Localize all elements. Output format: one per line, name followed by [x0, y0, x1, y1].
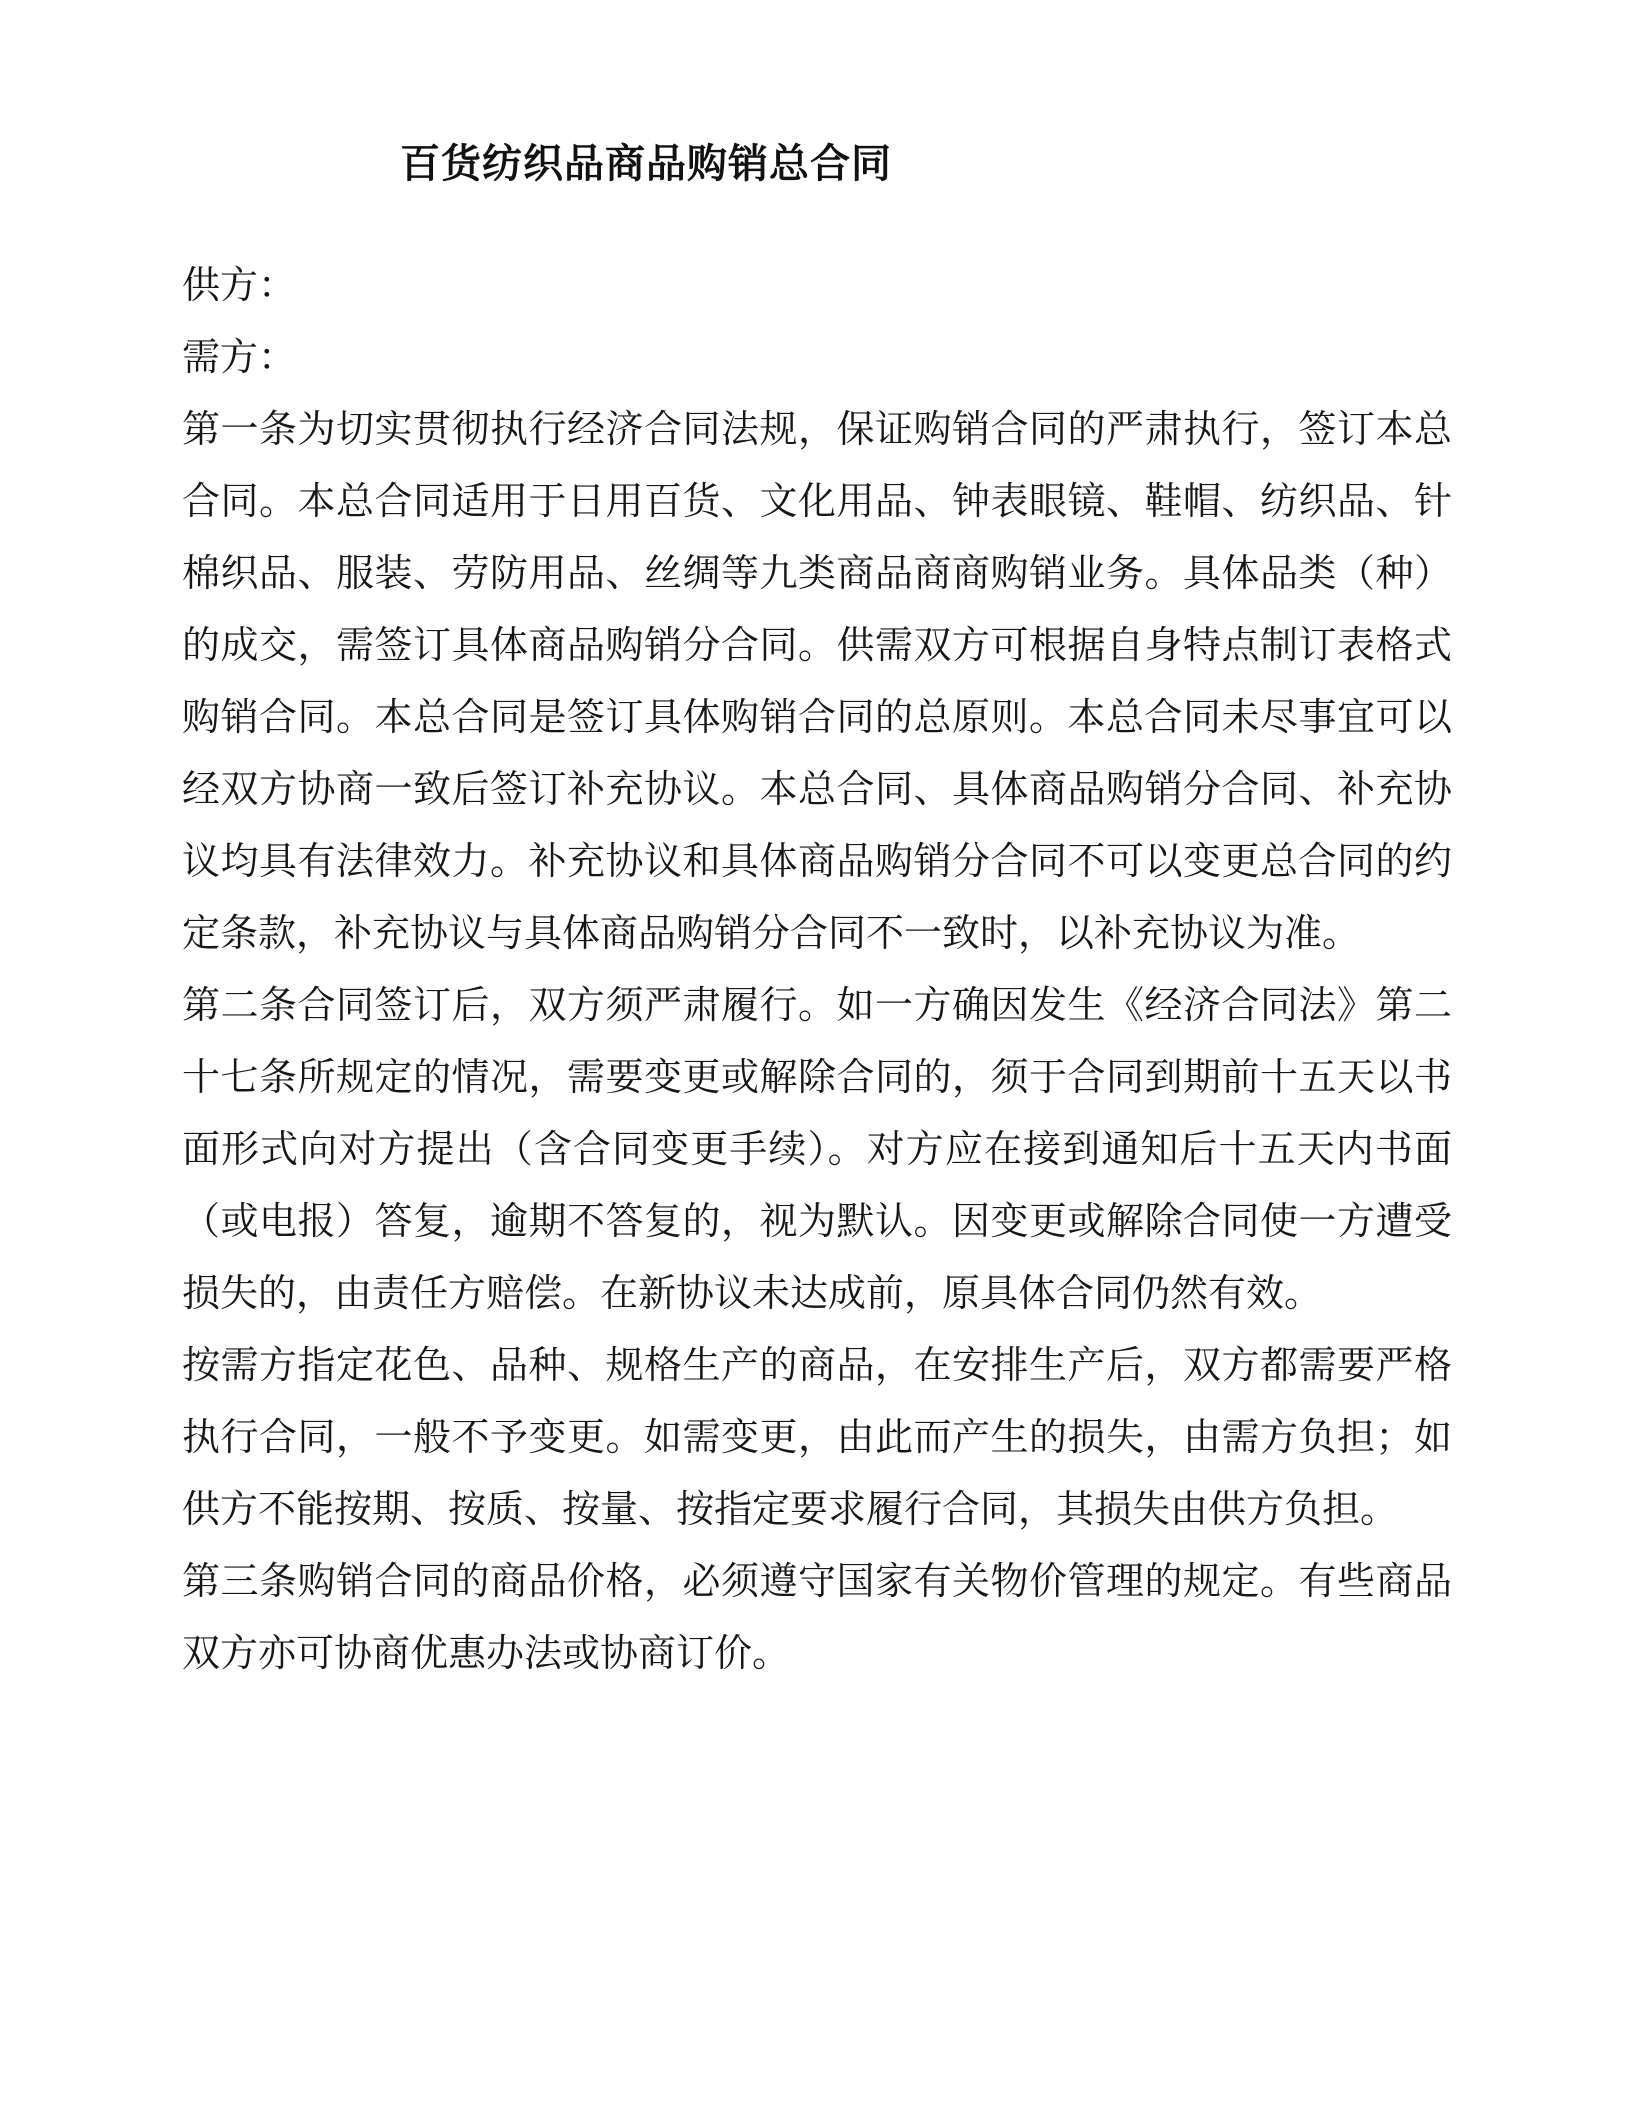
clause-3-paragraph: 第三条购销合同的商品价格，必须遵守国家有关物价管理的规定。有些商品双方亦可协商优惠办法或协商订价。 [182, 1561, 1452, 1675]
clause-2-paragraph: 第二条合同签订后，双方须严肃履行。如一方确因发生《经济合同法》第二十七条所规定的情况，需要变更或解除合同的，须于合同到期前十五天以书面形式向对方提出（含合同变更手续）。对方应在接到通知后十五天内书面（或电报）答复，逾期不答复的，视为默认。因变更或解除合同使一方遭受损失的，由责任方赔偿。在新协议未达成前，原具体合同仍然有效。 [182, 985, 1452, 1315]
clause-1-paragraph: 第一条为切实贯彻执行经济合同法规，保证购销合同的严肃执行，签订本总合同。本总合同适用于日用百货、文化用品、钟表眼镜、鞋帽、纺织品、针棉织品、服装、劳防用品、丝绸等九类商品商商购销业务。具体品类（种）的成交，需签订具体商品购销分合同。供需双方可根据自身特点制订表格式购销合同。本总合同是签订具体购销合同的总原则。本总合同未尽事宜可以经双方协商一致后签订补充协议。本总合同、具体商品购销分合同、补充协议均具有法律效力。补充协议和具体商品购销分合同不可以变更总合同的约定条款，补充协议与具体商品购销分合同不一致时，以补充协议为准。 [182, 409, 1452, 955]
document-title: 百货纺织品商品购销总合同 [400, 142, 892, 186]
buyer-label: 需方： [182, 337, 297, 379]
clause-production-paragraph: 按需方指定花色、品种、规格生产的商品，在安排生产后，双方都需要严格执行合同，一般不予变更。如需变更，由此而产生的损失，由需方负担；如供方不能按期、按质、按量、按指定要求履行合同，其损失由供方负担。 [182, 1345, 1452, 1531]
supplier-label: 供方： [182, 265, 297, 307]
document-body [182, 250, 1452, 1690]
